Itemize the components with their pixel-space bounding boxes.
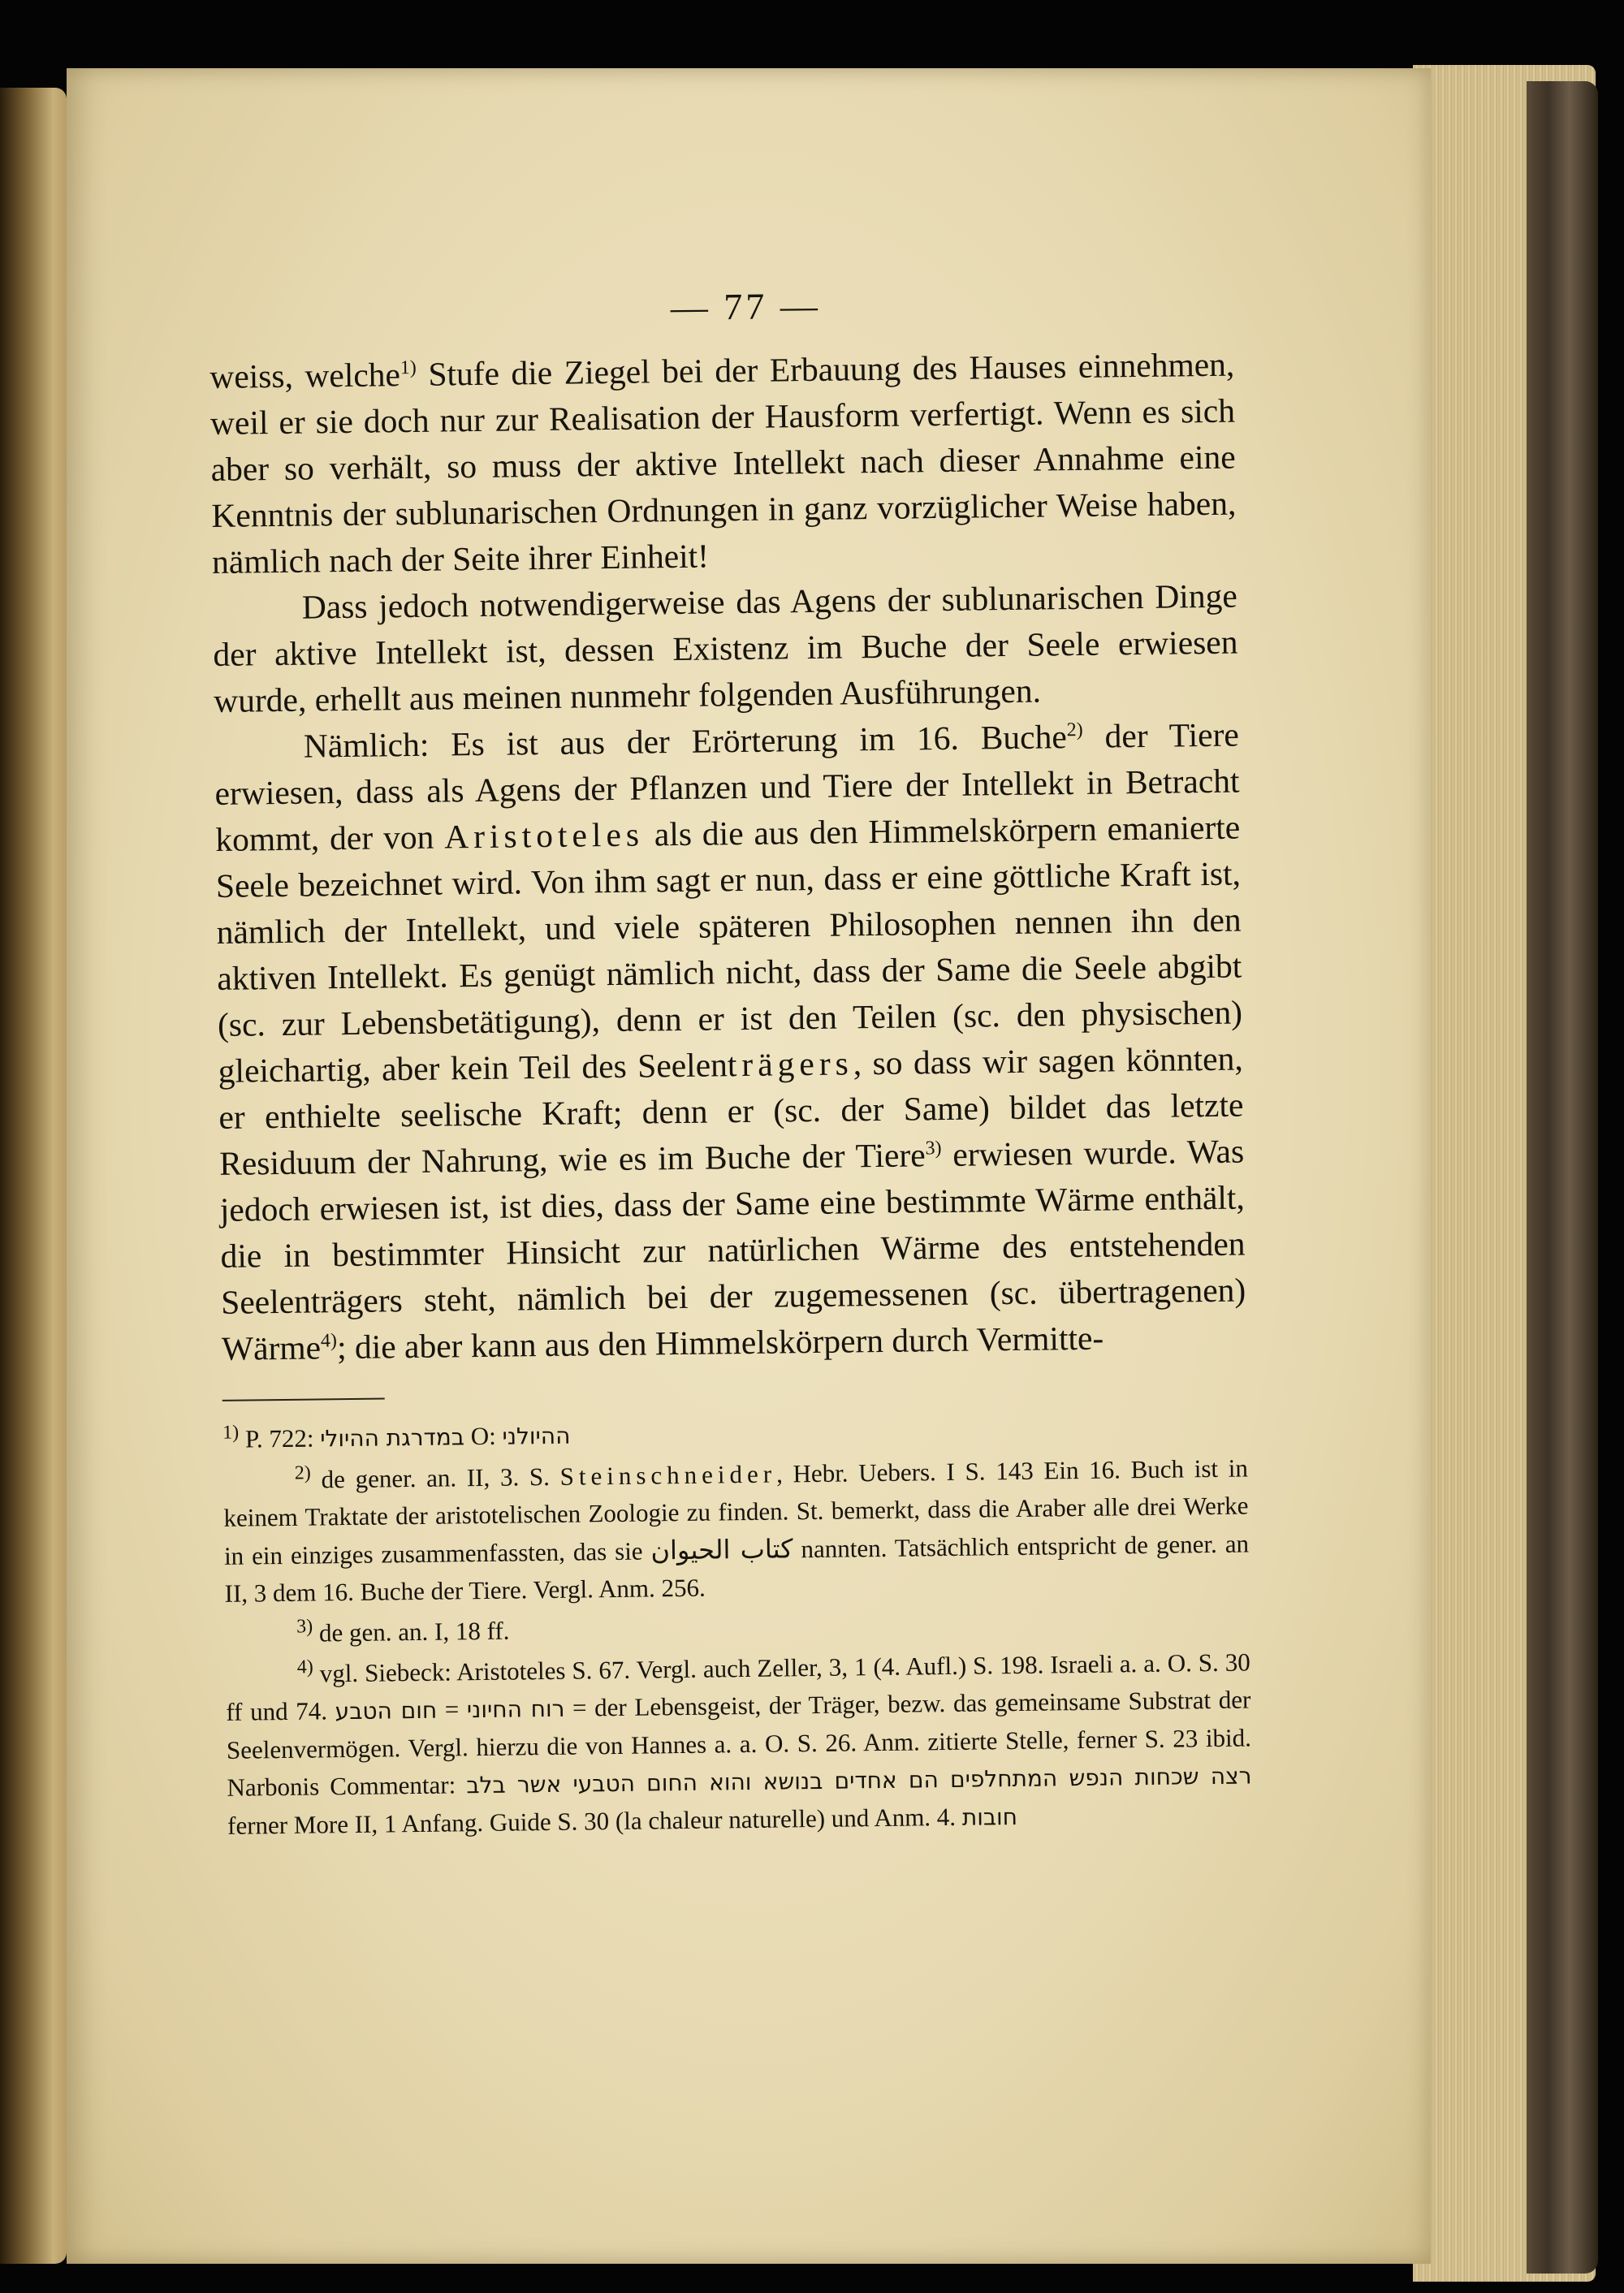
paragraph <box>212 573 1238 724</box>
footnotes <box>222 1408 1252 1845</box>
arabic-text: كتاب الحيوان <box>650 1533 793 1566</box>
text-run: vgl. Siebeck: Aristoteles S. 67. Vergl. auch Zeller, 3, 1 (4. Aufl.) S. 198. Israeli a. a. O. S. 30 ff und 74. <box>226 1647 1250 1726</box>
footnote <box>226 1643 1253 1845</box>
note-marker: 3) <box>296 1616 313 1638</box>
hebrew-text: רצה שכחות הנפש המתחלפים הם אחדים בנושא והוא החום הטבעי אשר בלב <box>466 1762 1252 1799</box>
note-marker: 2) <box>1066 719 1083 741</box>
text-run: ferner More II, 1 Anfang. Guide S. 30 (la chaleur naturelle) und Anm. 4. <box>227 1802 963 1840</box>
note-marker: 4) <box>320 1330 338 1352</box>
spaced-text: Aristoteles <box>443 815 645 856</box>
text-run: , Hebr. Uebers. I S. 143 Ein 16. Buch ist in keinem Traktate der aristotelischen Zoologie zu finden. St. bemerkt, dass die Araber alle drei Werke in ein einziges zusammenfassten, das sie <box>223 1453 1249 1570</box>
book-page <box>67 68 1431 2264</box>
body-text <box>209 342 1246 1372</box>
hebrew-text: חום הטבע <box>335 1696 438 1725</box>
text-run: ; die aber kann aus den Himmelskörpern durch Vermitte- <box>336 1319 1104 1367</box>
note-marker: 1) <box>400 357 417 379</box>
spaced-text: trägers <box>727 1044 854 1084</box>
text-run: der Tiere erwiesen, dass als Agens der Pflanzen und Tiere der Intellekt in Betracht kommt, der von <box>214 715 1240 858</box>
text-run: Dass jedoch notwendigerweise das Agens der sublunarischen Dinge der aktive Intellekt ist, dessen Existenz im Buche der Seele erwiesen wurde, erhellt aus meinen nunmehr folgenden Ausführungen. <box>213 576 1238 719</box>
text-run: weiss, welche <box>209 356 401 395</box>
left-page-edge <box>0 88 67 2264</box>
page-number: — 77 — <box>670 284 822 329</box>
text-run: Nämlich: Es ist aus der Erörterung im 16. Buche <box>303 718 1068 765</box>
paragraph <box>209 342 1237 585</box>
hebrew-text: ההיולני <box>502 1422 571 1450</box>
text-run: = der Lebensgeist, der Träger, bezw. das gemeinsame Substrat der Seelenvermögen. Vergl. hierzu die von Hannes a. a. O. S. 26. Anm. zitierte Stelle, ferner S. 23 ibid. Narbonis Commentar: <box>226 1685 1252 1802</box>
text-run: O: <box>464 1421 503 1451</box>
note-marker: 2) <box>294 1462 311 1484</box>
text-run: erwiesen wurde. Was jedoch erwiesen ist, ist dies, dass der Same eine bestimmte Wärme enthält, die in bestimmter Hinsicht zur natürlichen Wärme des entstehenden Seelenträgers steht, nämlich bei der zugemessenen (sc. übertragenen) Wärme <box>219 1132 1246 1367</box>
text-run: de gen. an. I, 18 ff. <box>313 1616 510 1647</box>
footnote-divider <box>222 1397 385 1401</box>
page-content <box>209 277 1252 1849</box>
hebrew-text: רוח החיוני <box>466 1695 565 1724</box>
note-marker: 1) <box>222 1422 240 1444</box>
note-marker: 4) <box>296 1656 313 1678</box>
note-marker: 3) <box>925 1138 942 1159</box>
text-run: P. 722: <box>239 1423 321 1453</box>
paragraph <box>214 712 1247 1372</box>
hebrew-text: במדרגת ההיולי <box>320 1423 465 1453</box>
text-run: Stufe die Ziegel bei der Erbauung des Hauses einnehmen, weil er sie doch nur zur Realisation der Hausform verfertigt. Wenn es sich aber so verhält, so muss der aktive Intellekt nach dieser Annahme eine Kenntnis der sublunarischen Ordnungen in ganz vorzüglicher Weise haben, nämlich nach der Seite ihrer Einheit! <box>209 345 1237 581</box>
text-run: de gener. an. II, 3. S. <box>310 1462 560 1494</box>
hebrew-text: חובות <box>961 1803 1018 1831</box>
text-run: , so dass wir sagen könnten, er enthielte seelische Kraft; denn er (sc. der Same) bildet das letzte Residuum der Nahrung, wie es im Buche der Tiere <box>218 1039 1244 1182</box>
footnote <box>223 1449 1250 1612</box>
spaced-text: Steinschneider <box>559 1459 777 1491</box>
text-run: als die aus den Himmelskörpern emanierte Seele bezeichnet wird. Von ihm sagt er nun, dass er eine göttliche Kraft ist, nämlich der Intellekt, und viele späteren Philosophen nennen ihn den aktiven Intellekt. Es genügt nämlich nicht, dass der Same die Seele abgibt (sc. zur Lebensbetätigung), denn er ist den Teilen (sc. den physischen) gleichartig, aber kein Teil des Seelen <box>215 808 1243 1090</box>
book-cover <box>1527 81 1598 2274</box>
text-run: nannten. Tatsächlich entspricht de gener. an II, 3 dem 16. Buche der Tiere. Vergl. Anm. 256. <box>224 1529 1250 1608</box>
text-run: = <box>436 1695 468 1724</box>
